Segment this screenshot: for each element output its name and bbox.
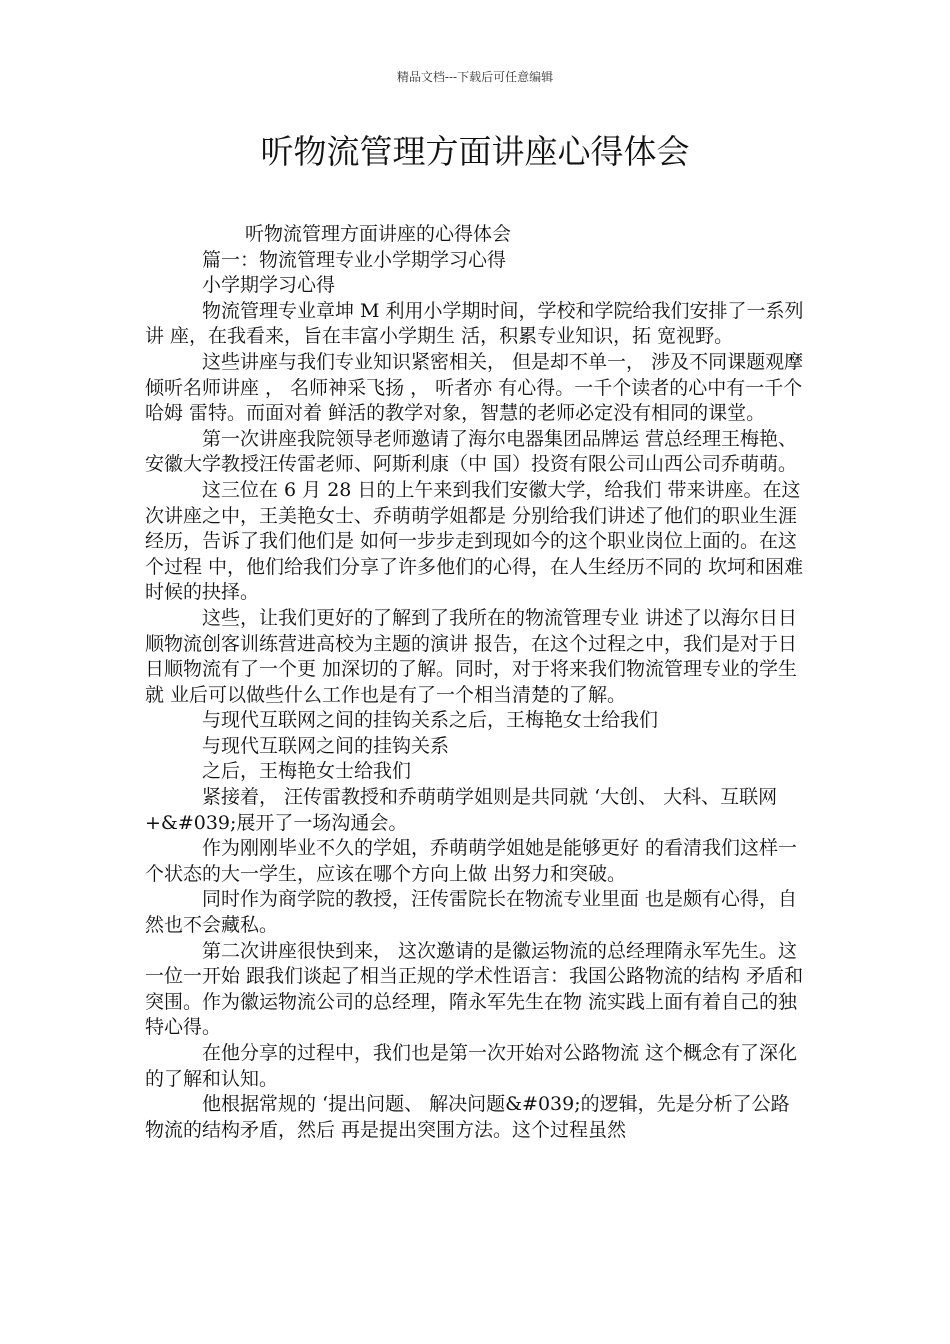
body-paragraph: 物流管理专业章坤 M 利用小学期时间，学校和学院给我们安排了一系列讲 座，在我看来，旨在丰富小学期生 活，积累专业知识，拓 宽视野。: [145, 299, 804, 348]
body-paragraph: 这些，让我们更好的了解到了我所在的物流管理专业 讲述了以海尔日日顺物流创客训练营进高校为主题的演讲 报告，在这个过程之中，我们是对于日日顺物流有了一个更 加深切的了解。同时，对于将来我们物流管理专业的学生就 业后可以做些什么工作也是有了一个相当清楚的了解。: [145, 606, 798, 706]
body-paragraph: 这三位在 6 月 28 日的上午来到我们安徽大学，给我们 带来讲座。在这次讲座之中，王美艳女士、乔萌萌学姐都是 分别给我们讲述了他们的职业生涯经历，告诉了我们他们是 如何一步步走到现如今的这个职业岗位上面的。在这个过程 中，他们给我们分享了许多他们的心得，在人生经历不同的 坎坷和困难时候的抉择。: [145, 478, 804, 604]
body-paragraph: 第二次讲座很快到来， 这次邀请的是徽运物流的总经理隋永军先生。这一位一开始 跟我们谈起了相当正规的学术性语言：我国公路物流的结构 矛盾和突围。作为徽运物流公司的总经理，隋永军先生在物 流实践上面有着自己的独特心得。: [145, 939, 804, 1039]
body-paragraph: 第一次讲座我院领导老师邀请了海尔电器集团品牌运 营总经理王梅艳、安徽大学教授汪传雷老师、阿斯利康（中 国）投资有限公司山西公司乔萌萌。: [145, 427, 798, 476]
body-paragraph: 紧接着， 汪传雷教授和乔萌萌学姐则是共同就 ‘大创、 大科、互联网 +&#039;展开了一场沟通会。: [145, 786, 778, 834]
body-paragraph: 作为刚刚毕业不久的学姐，乔萌萌学姐她是能够更好 的看清我们这样一个状态的大一学生，应该在哪个方向上做 出努力和突破。: [145, 837, 798, 885]
header-note: 精品文档---下载后可任意编辑: [396, 70, 554, 84]
document-body: [145, 222, 807, 1143]
body-paragraph: 同时作为商学院的教授，汪传雷院长在物流专业里面 也是颇有心得，自然也不会藏私。: [145, 888, 798, 937]
body-paragraph: 篇一：物流管理专业小学期学习心得: [202, 248, 507, 271]
document-title: 听物流管理方面讲座心得体会: [260, 132, 690, 171]
body-paragraph: 与现代互联网之间的挂钩关系之后，王梅艳女士给我们: [202, 709, 659, 732]
body-paragraph: 这些讲座与我们专业知识紧密相关， 但是却不单一， 涉及不同课题观摩倾听名师讲座 ， 名师神采飞扬 ， 听者亦 有心得。一千个读者的心中有一千个哈姆 雷特。而面对着 鲜活的教学对象，智慧的老师必定没有相同的课堂。: [145, 350, 804, 425]
body-paragraph: 他根据常规的 ‘提出问题、 解决问题&#039;的逻辑，先是分析了公路物流的结构矛盾，然后 再是提出突围方法。这个过程虽然: [145, 1093, 790, 1141]
body-paragraph: 与现代互联网之间的挂钩关系: [202, 734, 450, 757]
body-paragraph: 小学期学习心得: [202, 274, 336, 297]
body-paragraph: 之后，王梅艳女士给我们: [202, 760, 412, 783]
body-paragraph: 在他分享的过程中，我们也是第一次开始对公路物流 这个概念有了深化的了解和认知。: [145, 1042, 798, 1090]
body-paragraph: 听物流管理方面讲座的心得体会: [245, 223, 512, 245]
